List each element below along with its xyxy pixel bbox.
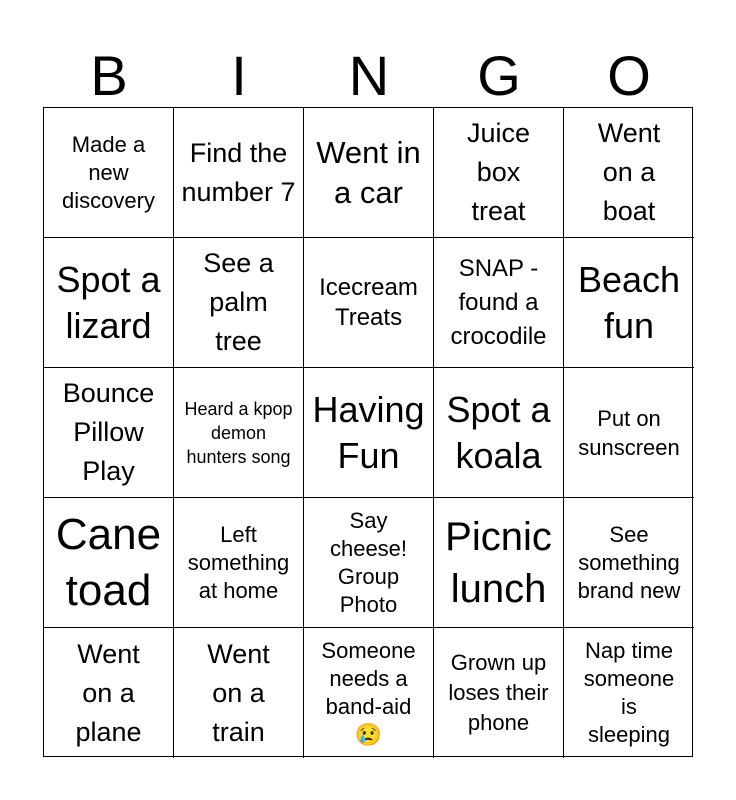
bingo-cell-r1c5[interactable]	[564, 108, 694, 238]
bingo-cell-r5c4[interactable]	[434, 628, 564, 758]
bingo-cell-r4c5[interactable]	[564, 498, 694, 628]
bingo-cell-r1c2[interactable]	[174, 108, 304, 238]
bingo-cell-r3c4[interactable]	[434, 368, 564, 498]
bingo-header	[44, 46, 694, 106]
cell-text: Cane toad	[55, 509, 162, 615]
cell-text: Spot a lizard	[56, 258, 161, 346]
bingo-cell-r1c4[interactable]	[434, 108, 564, 238]
cell-text: See something brand new	[577, 521, 681, 603]
header-letter-i: I	[231, 44, 247, 107]
bingo-cell-r5c2[interactable]	[174, 628, 304, 758]
bingo-cell-r5c5[interactable]	[564, 628, 694, 758]
cell-text: Say cheese! Group Photo	[329, 507, 408, 617]
header-letter-g: G	[477, 44, 521, 107]
bingo-cell-r2c5[interactable]	[564, 238, 694, 368]
cell-text: SNAP - found a crocodile	[450, 254, 547, 350]
header-letter-b: B	[90, 44, 128, 107]
cell-text: Grown up loses their phone	[448, 650, 549, 735]
bingo-cell-r2c4[interactable]	[434, 238, 564, 368]
cell-text: Heard a kpop demon hunters song	[184, 398, 293, 467]
bingo-cell-r4c3[interactable]	[304, 498, 434, 628]
cell-text: Nap time someone is sleeping	[583, 638, 675, 747]
bingo-cell-r2c3[interactable]	[304, 238, 434, 368]
bingo-cell-r4c1[interactable]	[44, 498, 174, 628]
bingo-cell-r2c2[interactable]	[174, 238, 304, 368]
cell-text: Went on a plane	[75, 638, 142, 747]
bingo-cell-r2c1[interactable]	[44, 238, 174, 368]
cell-text: Someone needs a band-aid 😢	[321, 638, 416, 747]
bingo-cell-r3c5[interactable]	[564, 368, 694, 498]
bingo-cell-r4c2[interactable]	[174, 498, 304, 628]
cell-text: Having Fun	[312, 388, 425, 476]
bingo-card-grid	[43, 107, 693, 757]
cell-text: See a palm tree	[203, 248, 274, 356]
cell-text: Beach fun	[577, 258, 681, 346]
bingo-cell-r5c1[interactable]	[44, 628, 174, 758]
bingo-cell-r3c3[interactable]	[304, 368, 434, 498]
cell-text: Went on a boat	[597, 118, 661, 226]
bingo-cell-r3c2[interactable]	[174, 368, 304, 498]
cell-text: Juice box treat	[466, 118, 531, 226]
cell-text: Bounce Pillow Play	[62, 378, 155, 486]
cell-text: Put on sunscreen	[578, 405, 680, 460]
cell-text: Spot a koala	[446, 388, 551, 476]
bingo-cell-r1c3[interactable]	[304, 108, 434, 238]
bingo-cell-r1c1[interactable]	[44, 108, 174, 238]
header-letter-o: O	[607, 44, 651, 107]
cell-text: Icecream Treats	[319, 273, 418, 331]
cell-text: Went in a car	[316, 134, 421, 210]
cell-text: Made a new discovery	[62, 131, 155, 213]
bingo-cell-r5c3[interactable]	[304, 628, 434, 758]
cell-text: Picnic lunch	[445, 514, 552, 611]
cell-text: Went on a train	[207, 638, 270, 747]
header-letter-n: N	[348, 44, 390, 107]
bingo-cell-r3c1[interactable]	[44, 368, 174, 498]
cell-text: Find the number 7	[181, 137, 296, 207]
bingo-cell-r4c4[interactable]	[434, 498, 564, 628]
cell-text: Left something at home	[187, 521, 290, 603]
